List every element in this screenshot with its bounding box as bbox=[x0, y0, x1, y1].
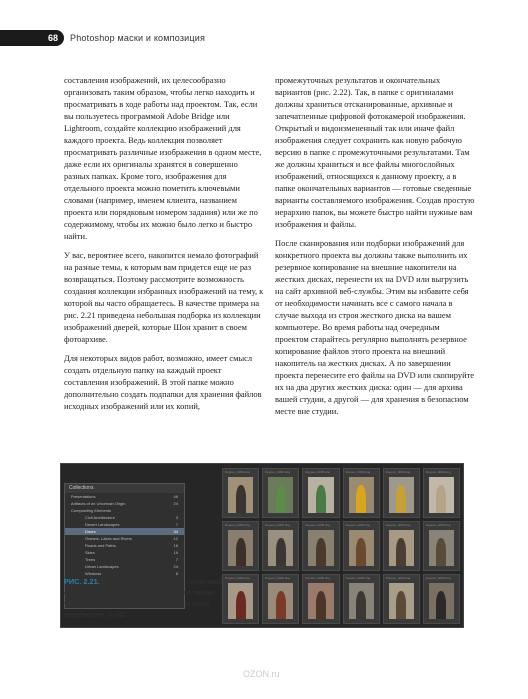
collection-count: 12 bbox=[173, 536, 178, 541]
door-photo bbox=[389, 583, 414, 619]
running-title: Photoshop маски и композиция bbox=[70, 33, 206, 43]
thumbnail-label: Doppen_0000.dng bbox=[345, 523, 371, 527]
caption-text: Коллекции в Lightroom — отличный способ организовать изображения по темам, чтобы быстро и легко находить их по мере надобности, © SD bbox=[64, 577, 223, 619]
door-shape bbox=[436, 538, 446, 566]
door-photo bbox=[429, 583, 454, 619]
collection-label: Urban Landscapes bbox=[85, 564, 119, 569]
door-shape bbox=[316, 538, 326, 566]
collection-item[interactable] bbox=[65, 556, 184, 563]
paragraph: У вас, вероятнее всего, накопится немало фотографий на разные темы, к которым вам придется еще не раз возвращаться. Поэтому рассмотрите возможность создания коллекции избранных изображений на тему, к которой вы часто обращаетесь. В качестве примера на рис. 2.21 приведена небольшая подборка из коллекции изображений дверей, которые Шон хранит в своем фотоархиве. bbox=[64, 250, 264, 344]
collection-item[interactable] bbox=[65, 528, 184, 535]
photo-thumbnail[interactable] bbox=[262, 468, 299, 518]
collection-item[interactable] bbox=[65, 535, 184, 542]
photo-thumbnail[interactable] bbox=[423, 468, 460, 518]
thumbnail-label: Doppen_0000.dng bbox=[225, 576, 250, 580]
photo-thumbnail[interactable] bbox=[343, 574, 380, 624]
thumbnail-label: Doppen_0000.dng bbox=[225, 470, 250, 474]
door-shape bbox=[396, 485, 406, 513]
page-number: 68 bbox=[0, 30, 64, 46]
door-shape bbox=[356, 591, 366, 619]
photo-thumbnail[interactable] bbox=[383, 574, 420, 624]
collection-label: Windows bbox=[85, 571, 102, 576]
thumbnail-label: Doppen_0000.dng bbox=[425, 523, 451, 527]
door-photo bbox=[268, 477, 293, 513]
thumbnail-label: Doppen_0000.dng bbox=[385, 470, 411, 474]
door-shape bbox=[276, 591, 286, 619]
door-photo bbox=[268, 530, 293, 566]
thumbnail-label: Doppen_0000.dng bbox=[425, 576, 451, 580]
collection-item[interactable] bbox=[65, 507, 184, 514]
collection-label: Compositing Elements bbox=[71, 508, 112, 513]
thumbnail-label: Doppen_0000.dng bbox=[265, 576, 290, 580]
thumbnail-label: Doppen_0000.dng bbox=[305, 470, 331, 474]
door-photo bbox=[228, 530, 253, 566]
photo-thumbnail[interactable] bbox=[383, 468, 420, 518]
photo-thumbnail[interactable] bbox=[343, 468, 380, 518]
door-photo bbox=[349, 477, 374, 513]
door-shape bbox=[276, 485, 286, 513]
thumbnail-label: Doppen_0000.dng bbox=[425, 470, 451, 474]
photo-thumbnail[interactable] bbox=[262, 521, 299, 571]
door-shape bbox=[356, 485, 366, 513]
thumbnail-label: Doppen_0000.dng bbox=[305, 576, 331, 580]
door-photo bbox=[308, 583, 333, 619]
photo-thumbnail[interactable] bbox=[423, 521, 460, 571]
door-shape bbox=[436, 485, 446, 513]
collection-item[interactable] bbox=[65, 514, 184, 521]
collection-label: Civil Architecture bbox=[85, 515, 115, 520]
collection-label: Skies bbox=[85, 550, 95, 555]
photo-thumbnail[interactable] bbox=[343, 521, 380, 571]
collection-label: Oceans, Lakes and Rivers bbox=[85, 536, 132, 541]
thumbnail-label: Doppen_0000.dng bbox=[385, 576, 411, 580]
thumbnail-label: Doppen_0000.dng bbox=[265, 523, 290, 527]
collection-list bbox=[65, 493, 184, 577]
collection-count: 24 bbox=[173, 564, 178, 569]
photo-thumbnail[interactable] bbox=[302, 468, 339, 518]
collection-count: 7 bbox=[175, 557, 178, 562]
paragraph: Для некоторых видов работ, возможно, имеет смысл создать отдельную папку на каждый проект составления изображений. В этой папке можно дополнительно создать подпапки для хранения файлов исходных изображений или их копий, bbox=[64, 353, 262, 411]
paragraph: промежуточных результатов и окончательных вариантов (рис. 2.22). Так, в папке с оригиналами должны храниться отсканированные, архивные и запечатленные цифровой фотокамерой изображения. Открытый и видоизмененный так или иначе файл изображения следует сохранить как новую рабочую версию в папке с промежуточными результатами. Там же должны храниться и все файлы многослойных изображений, относящихся к данному проекту, а в папке окончательных вариантов — готовые сведенные варианты составляемого изображения. Создав простую иерархию папок, вы можете быстро найти нужные вам изображения и файлы. bbox=[275, 75, 475, 229]
collection-count: 19 bbox=[173, 550, 178, 555]
figure-caption bbox=[64, 576, 239, 620]
door-photo bbox=[389, 477, 414, 513]
door-photo bbox=[429, 477, 454, 513]
collection-count: 34 bbox=[173, 529, 178, 534]
collection-item[interactable] bbox=[65, 500, 184, 507]
thumbnail-grid bbox=[222, 468, 460, 624]
photo-thumbnail[interactable] bbox=[302, 574, 339, 624]
collection-label: Doors bbox=[85, 529, 96, 534]
door-photo bbox=[349, 530, 374, 566]
door-shape bbox=[316, 591, 326, 619]
collection-label: Artifacts of an Uncertain Origin bbox=[71, 501, 126, 506]
thumbnail-label: Doppen_0000.dng bbox=[265, 470, 290, 474]
collection-item[interactable] bbox=[65, 549, 184, 556]
photo-thumbnail[interactable] bbox=[262, 574, 299, 624]
collection-label: Presentations bbox=[71, 494, 96, 499]
door-shape bbox=[436, 591, 446, 619]
thumbnail-label: Doppen_0000.dng bbox=[385, 523, 411, 527]
door-shape bbox=[356, 538, 366, 566]
thumbnail-label: Doppen_0000.dng bbox=[305, 523, 331, 527]
collection-count: 7 bbox=[175, 522, 178, 527]
door-shape bbox=[236, 485, 246, 513]
collection-label: Trees bbox=[85, 557, 96, 562]
running-header bbox=[0, 30, 205, 46]
paragraph: составления изображений, их целесообразно организовать таким образом, чтобы легко находить и просматривать в ходе работы над проектом. Так, если вы пользуетесь программой Adobe Bridge или Lightroom, создайте коллекцию изображений для каждого проекта. Ведь коллекция позволяет просматривать различные изображения в одном месте, даже если их оригиналы хранятся в совершенно разных папках. Кроме того, изображения для отдельного проекта можно пометить ключевыми словами (например, именем клиента, названием проекта или порядковым номером задания) или же по содержимому, чтобы их можно было легко и быстро найти. bbox=[64, 75, 262, 241]
door-shape bbox=[236, 538, 246, 566]
door-photo bbox=[228, 477, 253, 513]
right-column bbox=[275, 74, 475, 424]
collection-item[interactable] bbox=[65, 493, 184, 500]
collection-item[interactable] bbox=[65, 542, 184, 549]
watermark: OZON.ru bbox=[243, 669, 280, 679]
collection-count: 16 bbox=[173, 543, 178, 548]
photo-thumbnail[interactable] bbox=[222, 521, 259, 571]
collection-count: 3 bbox=[175, 515, 178, 520]
door-shape bbox=[396, 591, 406, 619]
door-photo bbox=[268, 583, 293, 619]
door-photo bbox=[389, 530, 414, 566]
left-column bbox=[64, 74, 264, 419]
photo-thumbnail[interactable] bbox=[383, 521, 420, 571]
thumbnail-label: Doppen_0000.dng bbox=[345, 470, 371, 474]
thumbnail-label: Doppen_0000.dng bbox=[225, 523, 250, 527]
door-shape bbox=[316, 485, 326, 513]
paragraph: После сканирования или подборки изображений для конкретного проекта вы должны также выполнить их резервное копирование на внешние накопители на жестких дисках, перенести их на DVD или выгрузить на сайт архивной веб-службы. Этим вы избавите себя от необходимости начинать все с самого начала в случае выхода из строя жесткого диска на вашем компьютере. Во время работы над очередным проектом старайтесь регулярно выполнять резервное копирование файлов этого проекта на внешний накопитель на жестких дисках. А по завершении проекта перенесите его файлы на DVD или скопируйте их на два других жестких диска: один — для архива вашей студии, а другой — для хранения в безопасном месте вне студии. bbox=[275, 238, 475, 416]
collection-count: 24 bbox=[173, 501, 178, 506]
door-photo bbox=[308, 477, 333, 513]
door-photo bbox=[308, 530, 333, 566]
caption-number: РИС. 2.21. bbox=[64, 577, 100, 586]
collection-label: Roads and Paths bbox=[85, 543, 116, 548]
collection-label: Desert Landscapes bbox=[85, 522, 120, 527]
door-shape bbox=[396, 538, 406, 566]
photo-thumbnail[interactable] bbox=[222, 468, 259, 518]
photo-thumbnail[interactable] bbox=[423, 574, 460, 624]
collection-item[interactable] bbox=[65, 521, 184, 528]
door-photo bbox=[349, 583, 374, 619]
collection-item[interactable] bbox=[65, 563, 184, 570]
collection-count: 46 bbox=[173, 494, 178, 499]
collection-count: 8 bbox=[175, 571, 178, 576]
photo-thumbnail[interactable] bbox=[302, 521, 339, 571]
thumbnail-label: Doppen_0000.dng bbox=[345, 576, 371, 580]
door-photo bbox=[429, 530, 454, 566]
door-shape bbox=[276, 538, 286, 566]
panel-title: Collections bbox=[65, 484, 184, 493]
